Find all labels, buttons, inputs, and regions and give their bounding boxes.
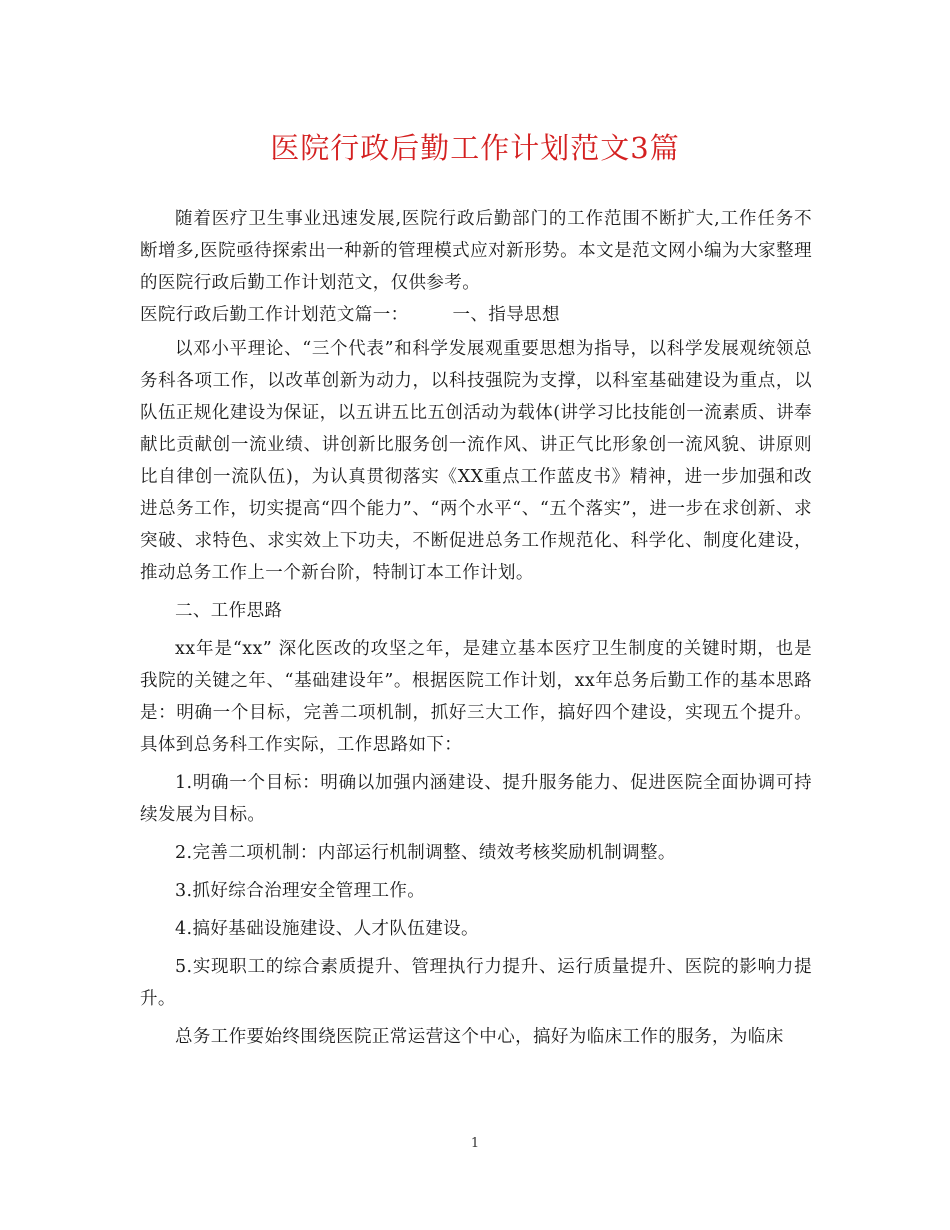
list-item-3: 3.抓好综合治理安全管理工作。: [175, 881, 426, 901]
work-approach-paragraph: xx年是“xx” 深化医改的攻坚之年，是建立基本医疗卫生制度的关键时期，也是我院的关键之年、“基础建设年”。根据医院工作计划，xx年总务后勤工作的基本思路是：明确一个目标，完善二项机制，抓好三大工作，搞好四个建设，实现五个提升。具体到总务科工作实际，工作思路如下：: [140, 639, 812, 755]
intro-paragraph: 随着医疗卫生事业迅速发展,医院行政后勤部门的工作范围不断扩大,工作任务不断增多,医院亟待探索出一种新的管理模式应对新形势。本文是范文网小编为大家整理的医院行政后勤工作计划范文，仅供参考。: [140, 209, 812, 293]
list-item-1: 1.明确一个目标：明确以加强内涵建设、提升服务能力、促进医院全面协调可持续发展为目标。: [140, 773, 812, 825]
section-one-label: 医院行政后勤工作计划范文篇一：: [140, 305, 409, 325]
guiding-thought-paragraph: 以邓小平理论、“三个代表”和科学发展观重要思想为指导，以科学发展观统领总务科各项工作，以改革创新为动力，以科技强院为支撑，以科室基础建设为重点，以队伍正规化建设为保证，以五讲五比五创活动为载体(讲学习比技能创一流素质、讲奉献比贡献创一流业绩、讲创新比服务创一流作风、讲正气比形象创一流风貌、讲原则比自律创一流队伍)，为认真贯彻落实《XX重点工作蓝皮书》精神，进一步加强和改进总务工作，切实提高“四个能力”、“两个水平“、“五个落实”，进一步在求创新、求突破、求特色、求实效上下功夫，不断促进总务工作规范化、科学化、制度化建设，推动总务工作上一个新台阶，特制订本工作计划。: [140, 339, 812, 583]
document-body: [140, 203, 812, 1053]
section-one-line: [140, 299, 812, 331]
document-title: 医院行政后勤工作计划范文3篇: [270, 131, 680, 165]
work-approach-heading: 二、工作思路: [175, 601, 283, 621]
list-item-5: 5.实现职工的综合素质提升、管理执行力提升、运行质量提升、医院的影响力提升。: [140, 957, 812, 1009]
section-one-heading: 一、指导思想: [452, 305, 560, 325]
list-item-4: 4.搞好基础设施建设、人才队伍建设。: [175, 919, 479, 939]
list-item-2: 2.完善二项机制：内部运行机制调整、绩效考核奖励机制调整。: [175, 843, 676, 863]
page-number: 1: [470, 1136, 480, 1151]
closing-paragraph: 总务工作要始终围绕医院正常运营这个中心，搞好为临床工作的服务，为临床: [175, 1027, 784, 1047]
